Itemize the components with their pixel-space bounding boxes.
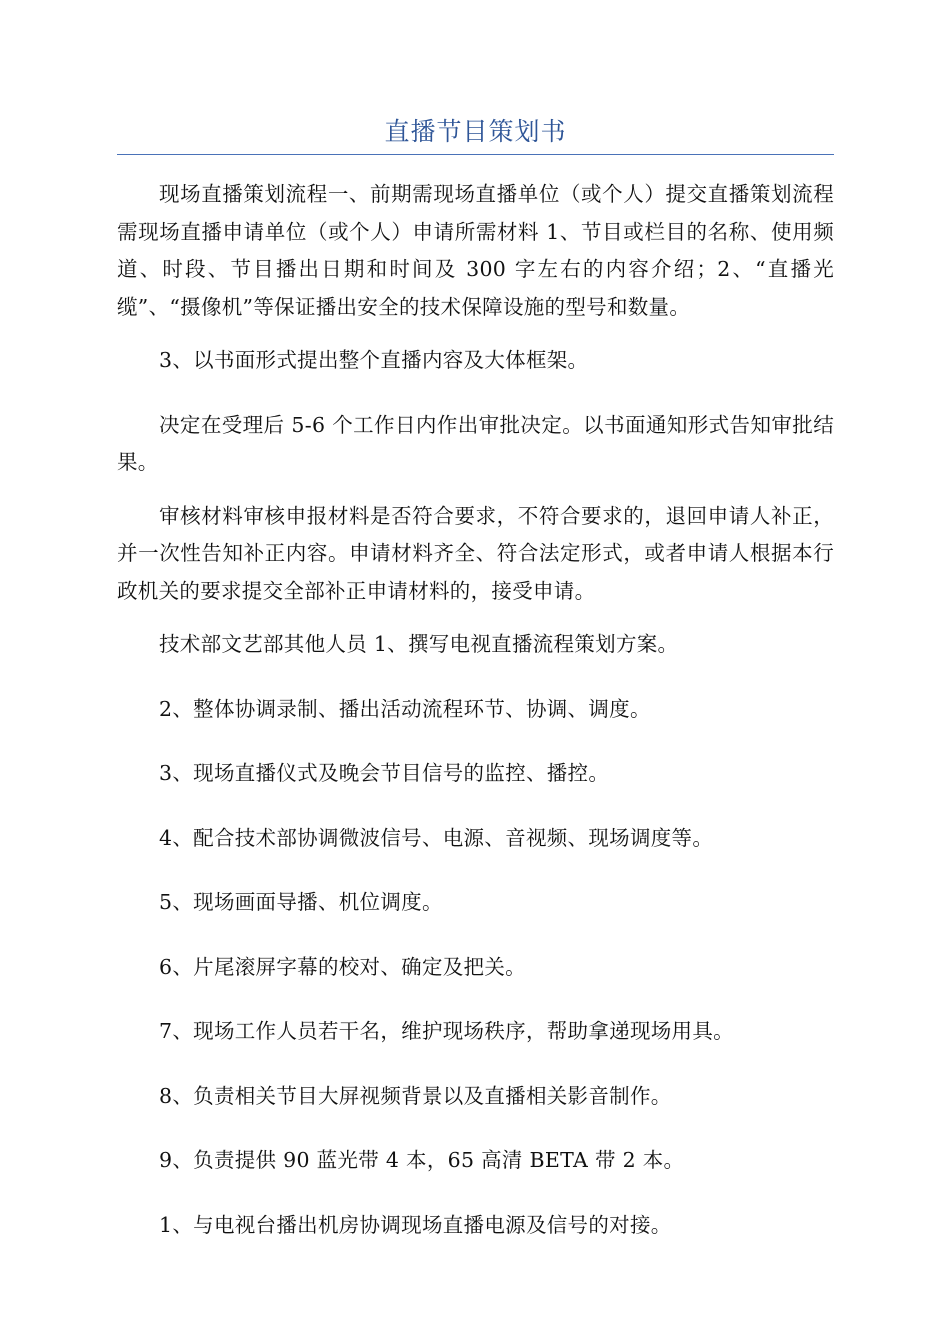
- document-title: 直播节目策划书: [384, 117, 567, 146]
- paragraph-approval: 决定在受理后 5-6 个工作日内作出审批决定。以书面通知形式告知审批结果。: [117, 412, 834, 474]
- paragraph-staff-7: 7、现场工作人员若干名，维护现场秩序，帮助拿递现场用具。: [159, 1019, 734, 1043]
- paragraph-intro: 现场直播策划流程一、前期需现场直播单位（或个人）提交直播策划流程需现场直播申请单位（或个人）申请所需材料 1、节目或栏目的名称、使用频道、时段、节目播出日期和时间及 300 字左右的内容介绍；2、“直播光缆”、“摄像机”等保证播出安全的技术保障设施的型号和数量。: [117, 182, 834, 319]
- paragraph-broadcast-1: 1、与电视台播出机房协调现场直播电源及信号的对接。: [159, 1212, 672, 1237]
- paragraph-review: 审核材料审核申报材料是否符合要求，不符合要求的，退回申请人补正，并一次性告知补正内容。申请材料齐全、符合法定形式，或者申请人根据本行政机关的要求提交全部补正申请材料的，接受申请。: [117, 503, 834, 603]
- paragraph-staff-8: 8、负责相关节目大屏视频背景以及直播相关影音制作。: [159, 1083, 672, 1108]
- paragraph-staff-5: 5、现场画面导播、机位调度。: [159, 890, 443, 914]
- paragraph-staff-6: 6、片尾滚屏字幕的校对、确定及把关。: [159, 954, 526, 979]
- document-body: [117, 176, 834, 1271]
- paragraph-staff-2: 2、整体协调录制、播出活动流程环节、协调、调度。: [159, 696, 651, 721]
- paragraph-staff-3: 3、现场直播仪式及晚会节目信号的监控、播控。: [159, 761, 610, 785]
- paragraph-staff-4: 4、配合技术部协调微波信号、电源、音视频、现场调度等。: [159, 825, 714, 850]
- paragraph-framework: 3、以书面形式提出整个直播内容及大体框架。: [159, 348, 589, 372]
- title-underline: [117, 154, 834, 155]
- paragraph-staff-1: 技术部文艺部其他人员 1、撰写电视直播流程策划方案。: [159, 632, 679, 656]
- paragraph-staff-9: 9、负责提供 90 蓝光带 4 本，65 高清 BETA 带 2 本。: [159, 1148, 685, 1172]
